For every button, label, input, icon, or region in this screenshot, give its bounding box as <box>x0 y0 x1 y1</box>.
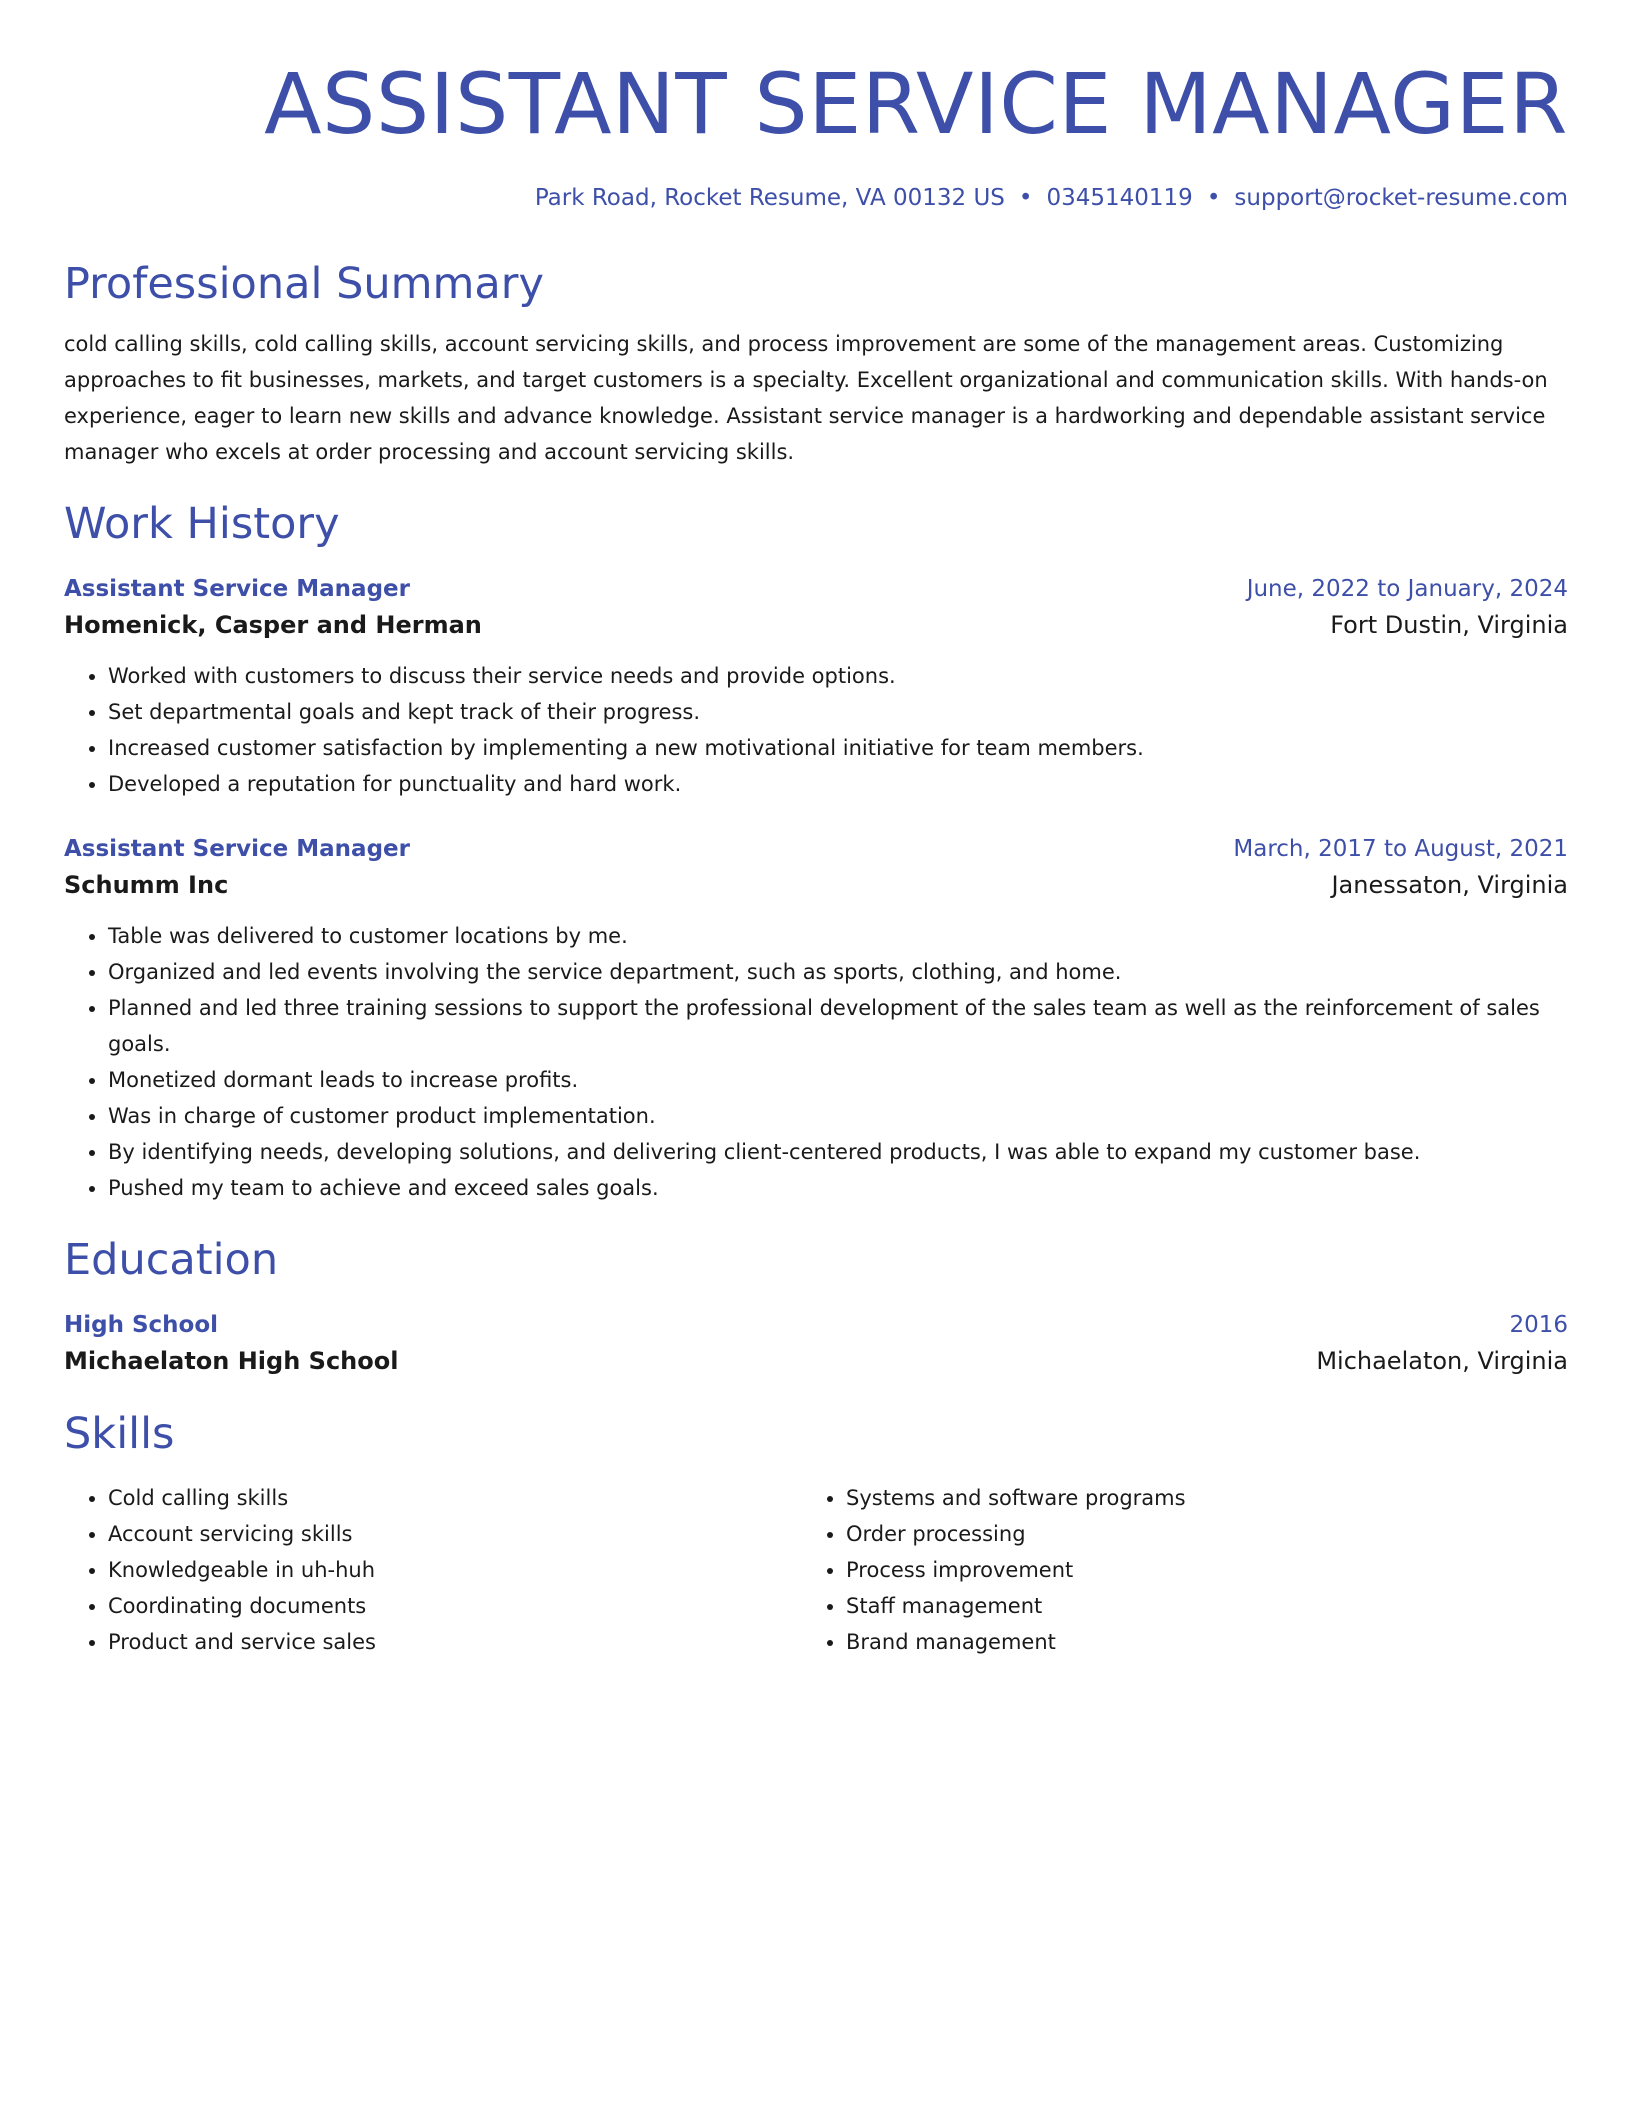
job-bullets <box>64 658 1568 802</box>
job-bullet: • Pushed my team to achieve and exceed sales goals. <box>108 1170 1568 1206</box>
education-location: Michaelaton, Virginia <box>1316 1347 1568 1375</box>
job-title: Assistant Service Manager <box>64 836 410 862</box>
skill-item: • Product and service sales <box>108 1624 802 1660</box>
skills-list <box>802 1480 1540 1660</box>
job-bullet: • Developed a reputation for punctuality and hard work. <box>108 766 1568 802</box>
skill-item: • Cold calling skills <box>108 1480 802 1516</box>
summary-heading: Professional Summary <box>64 259 544 309</box>
contact-email[interactable]: support@rocket-resume.com <box>1234 185 1568 211</box>
education-entry <box>64 1308 1568 1380</box>
job-entry <box>64 572 1568 802</box>
contact-line <box>64 182 1568 214</box>
job-bullet: • Worked with customers to discuss their service needs and provide options. <box>108 658 1568 694</box>
job-dates: June, 2022 to January, 2024 <box>1246 576 1568 602</box>
job-bullet: • Was in charge of customer product implementation. <box>108 1098 1568 1134</box>
contact-separator: • <box>1206 185 1221 211</box>
skill-item: • Systems and software programs <box>846 1480 1540 1516</box>
job-dates: March, 2017 to August, 2021 <box>1233 836 1568 862</box>
job-employer: Homenick, Casper and Herman <box>64 611 482 639</box>
skills-heading: Skills <box>64 1409 175 1459</box>
skill-item: • Account servicing skills <box>108 1516 802 1552</box>
job-bullet: • Table was delivered to customer locations by me. <box>108 918 1568 954</box>
summary-text: cold calling skills, cold calling skills, account servicing skills, and process improvement are some of the management areas. Customizing approaches to fit businesses, markets, and target customers is a specialty. Excellent organizational and communication skills. With hands-on experience, eager to learn new skills and advance knowledge. Assistant service manager is a hardworking and dependable assistant service manager who excels at order processing and account servicing skills. <box>64 332 1548 464</box>
skill-item: • Coordinating documents <box>108 1588 802 1624</box>
contact-separator: • <box>1018 185 1033 211</box>
skill-item: • Process improvement <box>846 1552 1540 1588</box>
job-bullet: • Planned and led three training sessions to support the professional development of the sales team as well as the reinforcement of sales goals. <box>108 990 1568 1062</box>
contact-address: Park Road, Rocket Resume, VA 00132 US <box>534 185 1005 211</box>
skills-column-left <box>64 1480 802 1660</box>
education-heading: Education <box>64 1235 279 1285</box>
work-history-heading: Work History <box>64 499 340 549</box>
job-bullets <box>64 918 1568 1206</box>
education-year: 2016 <box>1509 1312 1568 1338</box>
job-bullet: • Monetized dormant leads to increase profits. <box>108 1062 1568 1098</box>
skills-column-right <box>802 1480 1540 1660</box>
job-location: Fort Dustin, Virginia <box>1330 611 1568 639</box>
job-bullet: • Set departmental goals and kept track of their progress. <box>108 694 1568 730</box>
job-title: Assistant Service Manager <box>64 576 410 602</box>
job-entry <box>64 832 1568 1206</box>
job-employer: Schumm Inc <box>64 871 229 899</box>
education-school: Michaelaton High School <box>64 1347 399 1375</box>
resume-name: ASSISTANT SERVICE MANAGER <box>264 55 1568 153</box>
skill-item: • Order processing <box>846 1516 1540 1552</box>
job-location: Janessaton, Virginia <box>1331 871 1568 899</box>
skill-item: • Brand management <box>846 1624 1540 1660</box>
job-bullet: • By identifying needs, developing solutions, and delivering client-centered products, I was able to expand my customer base. <box>108 1134 1568 1170</box>
skill-item: • Staff management <box>846 1588 1540 1624</box>
contact-phone: 0345140119 <box>1046 185 1193 211</box>
education-degree: High School <box>64 1312 219 1338</box>
skills-grid <box>64 1480 1568 1660</box>
job-bullet: • Increased customer satisfaction by implementing a new motivational initiative for team members. <box>108 730 1568 766</box>
skills-list <box>64 1480 802 1660</box>
skill-item: • Knowledgeable in uh-huh <box>108 1552 802 1588</box>
job-bullet: • Organized and led events involving the service department, such as sports, clothing, and home. <box>108 954 1568 990</box>
